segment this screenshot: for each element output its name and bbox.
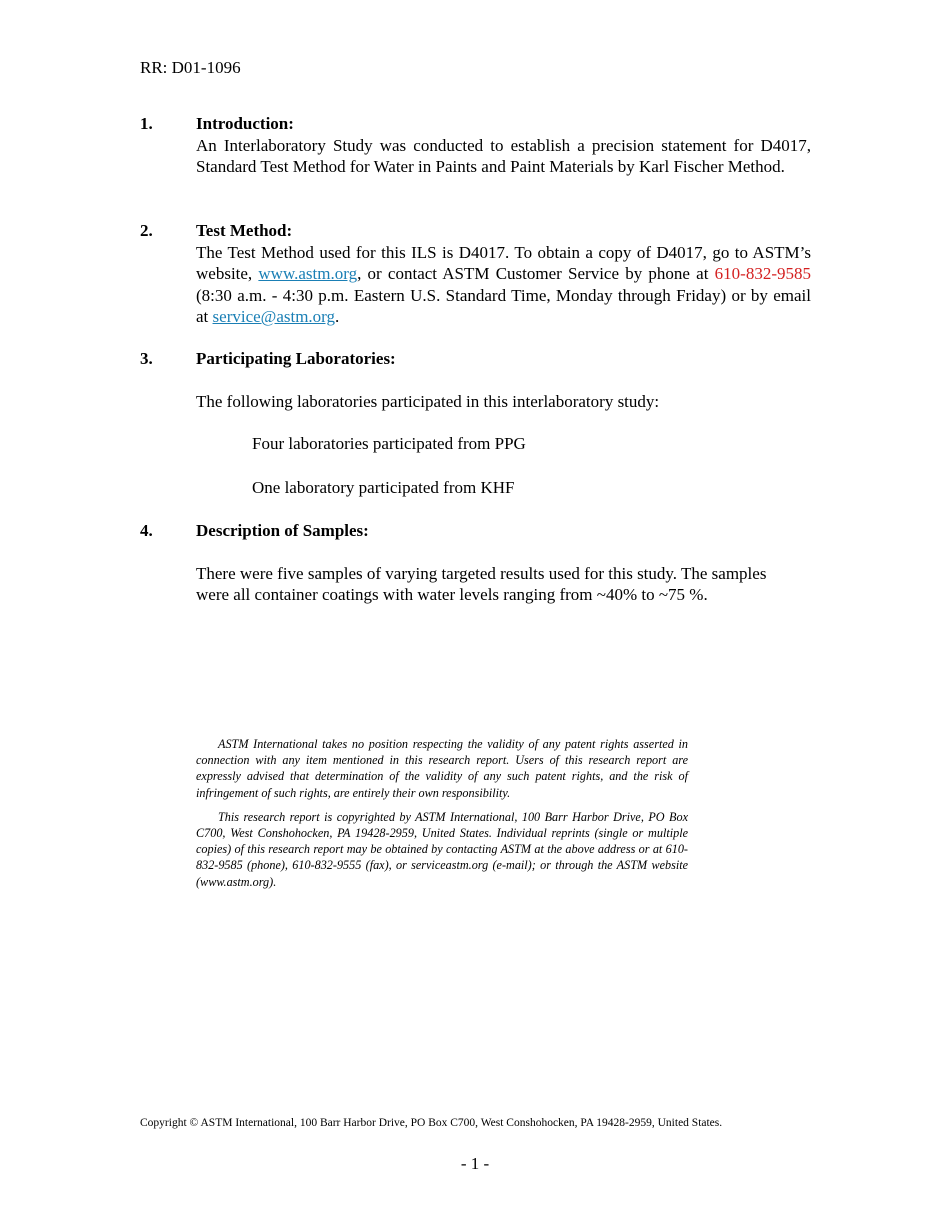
section-number: 2. bbox=[140, 221, 153, 240]
text-segment: The Test Method used for this ILS is D4017. To obtain a copy of D4017, go to ASTM’s website, bbox=[196, 242, 811, 283]
section-text: There were five samples of varying targeted results used for this study. The samples were all container coatings with water levels ranging from ~40% to ~75 %. bbox=[196, 563, 767, 604]
section-number: 3. bbox=[140, 349, 153, 368]
lab-item: Four laboratories participated from PPG bbox=[252, 434, 526, 453]
section-description-of-samples bbox=[140, 520, 811, 606]
email-link[interactable]: service@astm.org bbox=[212, 307, 336, 326]
section-text: An Interlaboratory Study was conducted to establish a precision statement for D4017, Standard Test Method for Water in Paints and Paint Materials by Karl Fischer Method. bbox=[196, 135, 811, 176]
report-id: RR: D01-1096 bbox=[140, 58, 241, 77]
section-title: Participating Laboratories: bbox=[196, 349, 396, 368]
section-number: 4. bbox=[140, 521, 153, 540]
page-number: - 1 - bbox=[460, 1154, 490, 1173]
disclaimer bbox=[196, 736, 688, 890]
lab-item: One laboratory participated from KHF bbox=[252, 477, 515, 497]
section-title: Introduction: bbox=[196, 114, 294, 133]
section-introduction bbox=[140, 113, 811, 178]
section-participating-laboratories bbox=[140, 348, 811, 498]
text-segment: . bbox=[335, 307, 340, 326]
text-segment: (8:30 a.m. - 4:30 p.m. Eastern U.S. Standard Time, Monday through Friday) or by email at bbox=[196, 285, 811, 326]
website-link[interactable]: www.astm.org bbox=[258, 264, 358, 283]
disclaimer-patent: ASTM International takes no position respecting the validity of any patent rights asserted in connection with any item mentioned in this research report. Users of this research report are expressly advised that determination of the validity of any such patent rights, and the risk of infringement of such rights, are entirely their own responsibility. bbox=[196, 737, 688, 800]
phone-number: 610-832-9585 bbox=[714, 264, 811, 283]
section-number: 1. bbox=[140, 114, 153, 133]
disclaimer-copyright: This research report is copyrighted by ASTM International, 100 Barr Harbor Drive, PO Box C700, West Conshohocken, PA 19428-2959, United States. Individual reprints (single or multiple copies) of this research report may be obtained by contacting ASTM at the above address or at 610-832-9585 (phone), 610-832-9555 (fax), or serviceastm.org (e-mail); or through the ASTM website (www.astm.org). bbox=[196, 809, 688, 889]
section-test-method bbox=[140, 220, 811, 328]
text-segment: , or contact ASTM Customer Service by phone at bbox=[357, 264, 715, 283]
section-title: Test Method: bbox=[196, 221, 293, 240]
section-text bbox=[196, 242, 811, 328]
section-title: Description of Samples: bbox=[196, 521, 369, 540]
footer-copyright: Copyright © ASTM International, 100 Barr Harbor Drive, PO Box C700, West Conshohocken, PA 19428-2959, United States. bbox=[140, 1117, 723, 1129]
section-intro: The following laboratories participated in this interlaboratory study: bbox=[196, 391, 660, 411]
